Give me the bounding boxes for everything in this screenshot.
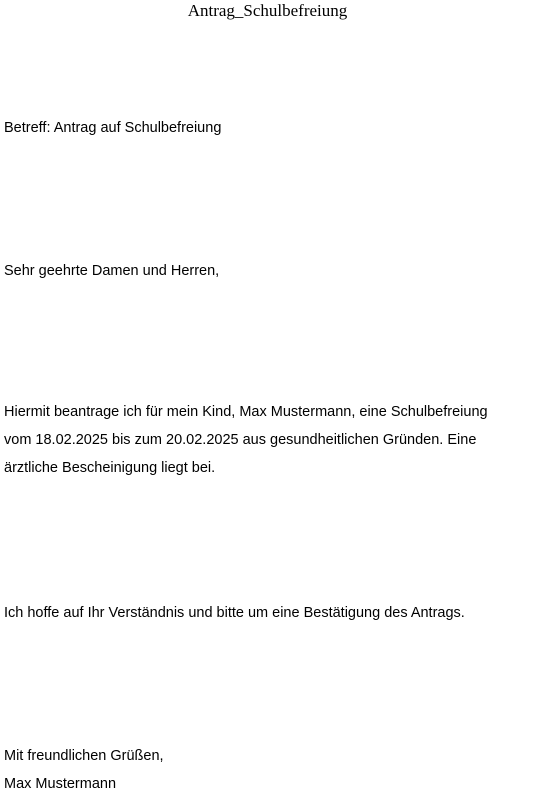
subject-line: [4, 114, 532, 142]
body-line: vom 18.02.2025 bis zum 20.02.2025 aus gesundheitlichen Gründen. Eine: [4, 432, 477, 448]
closing-paragraph: [4, 599, 532, 627]
greeting-text: Sehr geehrte Damen und Herren,: [4, 263, 220, 279]
signature-name: Max Mustermann: [4, 776, 117, 792]
document-title: Antrag_Schulbefreiung: [187, 1, 348, 20]
body-line: ärztliche Bescheinigung liegt bei.: [4, 460, 216, 476]
signoff-block: [4, 742, 532, 798]
closing-text: Ich hoffe auf Ihr Verständnis und bitte um eine Bestätigung des Antrags.: [4, 605, 465, 621]
body-line: Hiermit beantrage ich für mein Kind, Max Mustermann, eine Schulbefreiung: [4, 404, 488, 420]
body-paragraph: [4, 398, 532, 482]
greeting-paragraph: [4, 257, 532, 285]
subject-text: Betreff: Antrag auf Schulbefreiung: [4, 120, 222, 136]
signoff-text: Mit freundlichen Grüßen,: [4, 748, 164, 764]
